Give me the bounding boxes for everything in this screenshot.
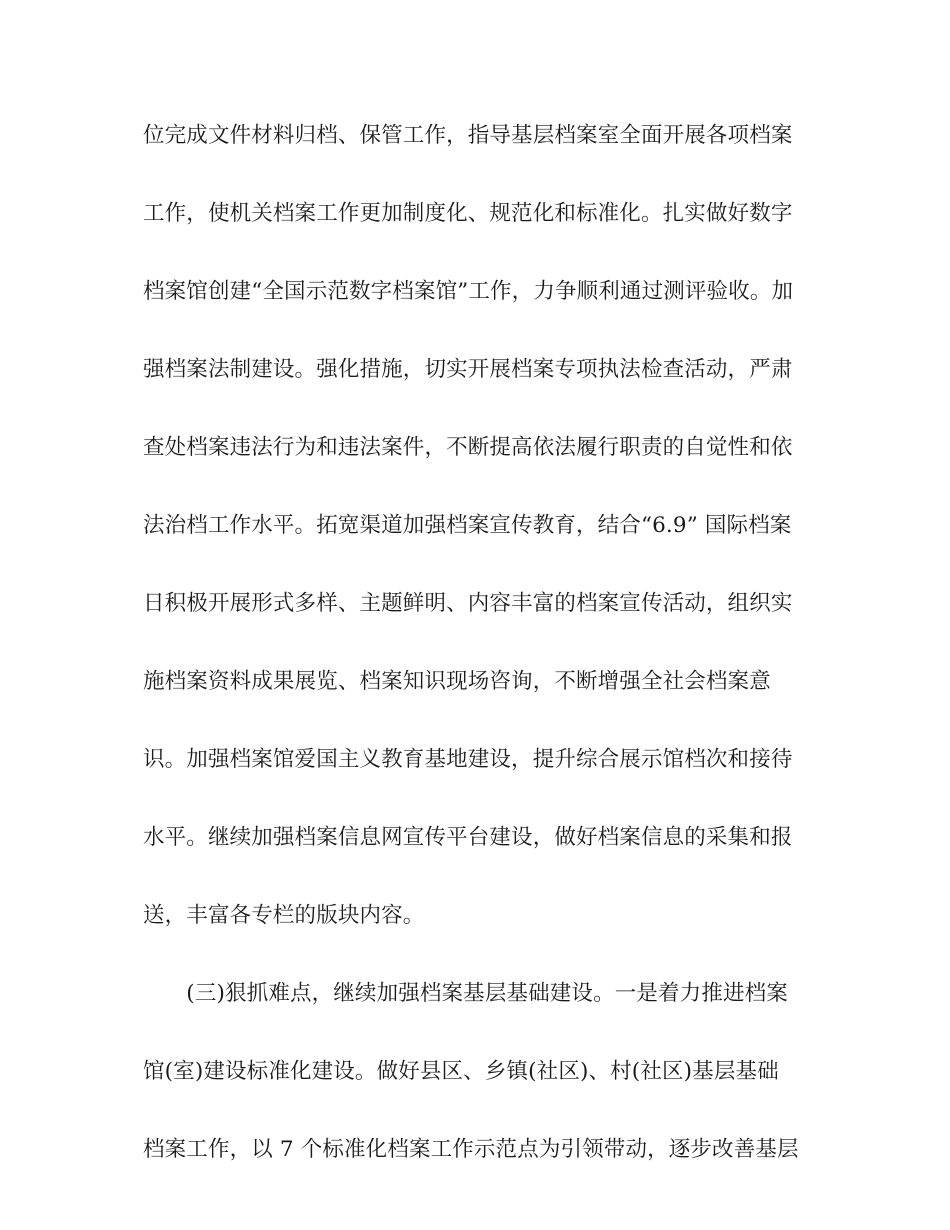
- text-line-7: 日积极开展形式多样、主题鲜明、内容丰富的档案宣传活动，组织实: [143, 591, 793, 616]
- text-line-5: 查处档案违法行为和违法案件，不断提高依法履行职责的自觉性和依: [143, 435, 793, 460]
- text-line-4: 强档案法制建设。强化措施，切实开展档案专项执法检查活动，严肃: [143, 357, 793, 382]
- text-line-9: 识。加强档案馆爱国主义教育基地建设，提升综合展示馆档次和接待: [143, 747, 793, 772]
- text-line-2: 工作，使机关档案工作更加制度化、规范化和标准化。扎实做好数字: [143, 201, 793, 226]
- text-line-6: 法治档工作水平。拓宽渠道加强档案宣传教育，结合“6.9” 国际档案: [143, 513, 792, 538]
- text-line-14: 档案工作，以 7 个标准化档案工作示范点为引领带动，逐步改善基层: [143, 1137, 799, 1162]
- text-line-11: 送，丰富各专栏的版块内容。: [143, 903, 425, 928]
- text-line-12: (三)狠抓难点，继续加强档案基层基础建设。一是着力推进档案: [143, 981, 788, 1006]
- text-line-10: 水平。继续加强档案信息网宣传平台建设，做好档案信息的采集和报: [143, 825, 793, 850]
- text-line-3: 档案馆创建“全国示范数字档案馆”工作，力争顺利通过测评验收。加: [143, 279, 794, 304]
- text-line-8: 施档案资料成果展览、档案知识现场咨询，不断增强全社会档案意: [143, 669, 771, 694]
- text-line-13: 馆(室)建设标准化建设。做好县区、乡镇(社区)、村(社区)基层基础: [143, 1059, 779, 1084]
- text-line-1: 位完成文件材料归档、保管工作，指导基层档案室全面开展各项档案: [143, 123, 793, 148]
